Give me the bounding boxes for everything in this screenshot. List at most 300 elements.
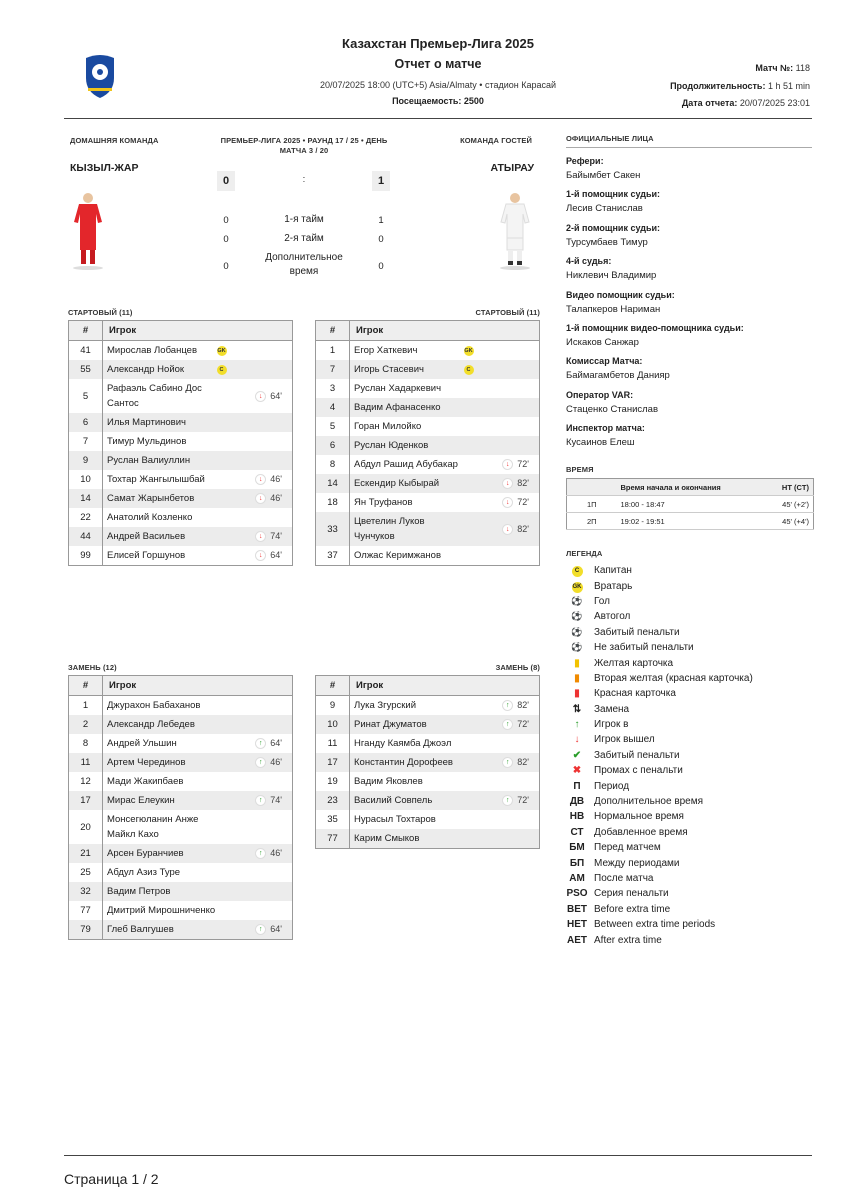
goalkeeper-icon: GK	[566, 580, 588, 593]
official-entry	[566, 223, 814, 256]
player-row	[69, 341, 293, 361]
player-row	[316, 493, 540, 512]
player-row	[69, 489, 293, 508]
period2-away: 0	[378, 234, 384, 245]
extra-time-icon: ДВ	[569, 796, 585, 808]
player-name-cell	[350, 417, 484, 436]
player-name: Мирослав Лобанцев	[107, 345, 197, 356]
legend-item	[566, 625, 814, 640]
official-entry	[566, 256, 814, 289]
player-number: 7	[316, 360, 350, 379]
player-name-cell	[103, 810, 237, 844]
captain-icon: C	[566, 564, 588, 577]
player-number: 7	[69, 432, 103, 451]
player-event	[237, 753, 293, 772]
bet-icon: BET	[567, 903, 587, 915]
player-row	[316, 546, 540, 566]
match-number: Матч №: 118	[755, 63, 810, 73]
time-col-ht: HT (CT)	[765, 479, 814, 496]
player-number: 55	[69, 360, 103, 379]
player-row	[316, 398, 540, 417]
legend-item	[566, 886, 814, 901]
player-number: 5	[316, 417, 350, 436]
player-row	[69, 920, 293, 940]
player-name: Нурасыл Тохтаров	[354, 814, 436, 825]
player-name: Цветелин Луков Чунчуков	[354, 516, 425, 542]
legend-item	[566, 717, 814, 732]
match-duration: Продолжительность: 1 h 51 min	[670, 81, 810, 91]
player-name: Руслан Юденков	[354, 440, 429, 451]
legend-item	[566, 871, 814, 886]
time-table	[566, 478, 814, 530]
player-event	[237, 413, 293, 432]
player-event	[484, 493, 540, 512]
player-row	[69, 470, 293, 489]
added-time-icon: СТ	[570, 826, 584, 838]
player-out-icon: ↓	[574, 734, 580, 746]
extra-home: 0	[223, 261, 229, 272]
yellow-card-icon: ▮	[574, 657, 580, 669]
player-row	[316, 772, 540, 791]
event-minute: 74'	[270, 531, 282, 541]
player-row	[69, 863, 293, 882]
event-minute: 64'	[270, 550, 282, 560]
official-role: Инспектор матча:	[566, 423, 645, 434]
player-row	[69, 734, 293, 753]
legend-item	[566, 794, 814, 809]
player-row	[316, 474, 540, 493]
player-number: 20	[69, 810, 103, 844]
player-event	[484, 829, 540, 849]
legend-title: ЛЕГЕНДА	[566, 549, 603, 558]
officials-list	[566, 156, 814, 457]
player-row	[69, 432, 293, 451]
legend-text: Промах с пенальти	[594, 765, 683, 777]
legend-item	[566, 825, 814, 840]
legend-item	[566, 840, 814, 855]
player-number: 79	[69, 920, 103, 940]
player-name-cell	[350, 436, 484, 455]
player-in-icon: ↑	[255, 848, 266, 859]
legend-item	[566, 686, 814, 701]
player-name-cell	[350, 398, 484, 417]
player-number: 9	[316, 696, 350, 716]
player-name-cell	[103, 844, 237, 863]
player-event	[484, 696, 540, 716]
player-event	[237, 863, 293, 882]
penalty-missed-icon: ⚽	[571, 642, 583, 653]
col-number: #	[69, 321, 103, 341]
player-event	[237, 734, 293, 753]
legend-text: Перед матчем	[594, 842, 661, 854]
legend-text: Серия пенальти	[594, 888, 669, 900]
player-out-icon: ↓	[255, 550, 266, 561]
player-row	[69, 882, 293, 901]
player-name-cell	[350, 493, 484, 512]
player-row	[316, 512, 540, 546]
official-entry	[566, 189, 814, 222]
player-event	[484, 341, 540, 361]
player-number: 6	[316, 436, 350, 455]
goalkeeper-icon: GK	[464, 347, 473, 354]
legend-text: Замена	[594, 703, 630, 715]
player-row	[69, 901, 293, 920]
player-name: Вадим Яковлев	[354, 776, 423, 787]
away-starting-table	[315, 320, 540, 566]
player-row	[69, 696, 293, 716]
player-event	[237, 920, 293, 940]
player-event	[237, 715, 293, 734]
legend-text: Между периодами	[594, 857, 680, 869]
player-in-icon: ↑	[502, 757, 513, 768]
legend-item	[566, 640, 814, 655]
official-entry	[566, 156, 814, 189]
official-role: Рефери:	[566, 156, 604, 166]
legend-item	[566, 917, 814, 932]
before-match-icon: БМ	[569, 842, 585, 854]
home-subs-label: ЗАМЕНЬ (12)	[68, 663, 117, 672]
official-role: 1-й помощник судьи:	[566, 189, 661, 200]
player-in-icon: ↑	[255, 795, 266, 806]
home-subs-table	[68, 675, 293, 940]
player-name-cell	[103, 432, 237, 451]
substitution-icon: ⇅	[572, 703, 582, 715]
player-number: 10	[69, 470, 103, 489]
player-name-cell	[103, 882, 237, 901]
player-row	[69, 527, 293, 546]
player-number: 44	[69, 527, 103, 546]
player-number: 41	[69, 341, 103, 361]
player-name-cell	[350, 791, 484, 810]
player-out-icon: ↓	[255, 391, 266, 402]
official-role: 1-й помощник видео-помощника судьи:	[566, 322, 744, 333]
player-name-cell	[103, 470, 237, 489]
home-kit-icon	[71, 192, 105, 270]
legend-item	[566, 563, 814, 578]
player-number: 21	[69, 844, 103, 863]
player-event	[237, 882, 293, 901]
player-number: 9	[69, 451, 103, 470]
player-name: Андрей Васильев	[107, 531, 186, 542]
player-number: 5	[69, 379, 103, 413]
normal-time-icon: НВ	[569, 811, 585, 823]
player-row	[316, 791, 540, 810]
player-event	[484, 474, 540, 493]
event-minute: 82'	[517, 523, 529, 534]
player-number: 14	[69, 489, 103, 508]
player-name: Вадим Афанасенко	[354, 402, 441, 413]
penalty-scored-icon: ⚽	[571, 626, 583, 637]
player-name: Ян Труфанов	[354, 497, 413, 508]
captain-icon: C	[464, 365, 474, 375]
away-score: 1	[372, 171, 390, 191]
official-role: Видео помощник судьи:	[566, 289, 675, 300]
home-score: 0	[217, 171, 235, 191]
player-number: 23	[316, 791, 350, 810]
player-name-cell	[103, 696, 237, 716]
official-name: Стаценко Станислав	[566, 403, 659, 415]
period2-home: 0	[223, 234, 229, 245]
player-row	[69, 379, 293, 413]
official-entry	[566, 356, 814, 389]
player-event	[484, 546, 540, 566]
col-number: #	[69, 676, 103, 696]
check-icon: ✔	[572, 749, 582, 761]
player-row	[316, 360, 540, 379]
between-periods-icon: БП	[569, 857, 585, 869]
player-event	[484, 398, 540, 417]
player-name-cell	[103, 753, 237, 772]
player-row	[316, 829, 540, 849]
player-out-icon: ↓	[502, 524, 513, 535]
official-name: Кусаинов Елеш	[566, 437, 635, 449]
legend-item	[566, 609, 814, 624]
player-name: Мирас Елеукин	[107, 795, 175, 806]
player-name-cell	[350, 455, 484, 474]
legend-item	[566, 902, 814, 917]
player-event	[484, 715, 540, 734]
event-minute: 74'	[270, 795, 282, 805]
away-team-label: КОМАНДА ГОСТЕЙ	[460, 136, 532, 145]
official-role: Оператор VAR:	[566, 389, 634, 400]
home-team-name: КЫЗЫЛ-ЖАР	[70, 162, 139, 174]
player-name: Мади Жакипбаев	[107, 776, 184, 787]
legend-text: Не забитый пенальти	[594, 642, 694, 654]
official-role: 4-й судья:	[566, 256, 612, 267]
second-yellow-icon: ▮	[574, 672, 580, 684]
away-subs-label: ЗАМЕНЬ (8)	[495, 663, 540, 672]
time-row: 1П 18:00 - 18:47 45' (+2')	[567, 496, 814, 513]
legend-item	[566, 594, 814, 609]
player-event	[484, 791, 540, 810]
player-event	[484, 436, 540, 455]
player-name-cell	[103, 920, 237, 940]
player-name: Руслан Хадаркевич	[354, 383, 442, 394]
event-minute: 64'	[270, 924, 282, 934]
player-name-cell	[103, 734, 237, 753]
col-player: Игрок	[103, 321, 293, 341]
player-in-icon: ↑	[502, 700, 513, 711]
player-name: Ринат Джуматов	[354, 719, 427, 730]
player-name: Тимур Мульдинов	[107, 436, 187, 447]
official-name: Никлевич Владимир	[566, 270, 657, 282]
player-in-icon: ↑	[502, 795, 513, 806]
player-row	[316, 417, 540, 436]
legend-text: Добавленное время	[594, 826, 688, 838]
score-separator: :	[302, 174, 306, 185]
player-in-icon: ↑	[255, 757, 266, 768]
player-name: Арсен Буранчиев	[107, 848, 184, 859]
officials-title: ОФИЦИАЛЬНЫЕ ЛИЦА	[566, 134, 654, 143]
player-number: 1	[316, 341, 350, 361]
aet-icon: AET	[567, 934, 587, 946]
player-event	[237, 508, 293, 527]
player-out-icon: ↓	[502, 459, 513, 470]
player-out-icon: ↓	[255, 474, 266, 485]
event-minute: 64'	[270, 390, 282, 401]
player-event	[484, 753, 540, 772]
player-event	[484, 455, 540, 474]
player-event	[237, 810, 293, 844]
player-name: Елисей Горшунов	[107, 550, 186, 561]
legend-item	[566, 763, 814, 778]
player-name: Ескендир Кыбырай	[354, 478, 440, 489]
attendance: Посещаемость: 2500	[392, 96, 484, 106]
period1-home: 0	[223, 215, 229, 226]
legend-item	[566, 809, 814, 824]
player-row	[69, 791, 293, 810]
player-name-cell	[103, 527, 237, 546]
time-title: ВРЕМЯ	[566, 465, 594, 474]
player-name: Андрей Ульшин	[107, 738, 177, 749]
player-name-cell	[103, 508, 237, 527]
player-name: Василий Совпель	[354, 795, 433, 806]
event-minute: 72'	[517, 719, 529, 729]
footer-divider	[64, 1155, 812, 1156]
player-event	[237, 432, 293, 451]
player-name: Артем Черединов	[107, 757, 186, 768]
col-player: Игрок	[350, 321, 540, 341]
extra-away: 0	[378, 261, 384, 272]
player-row	[69, 715, 293, 734]
period2-label: 2-я тайм	[284, 233, 324, 244]
player-name-cell	[350, 341, 484, 361]
player-name-cell	[350, 715, 484, 734]
player-row	[316, 341, 540, 361]
legend-item	[566, 732, 814, 747]
legend-text: Игрок вышел	[594, 734, 655, 746]
player-name: Самат Жарынбетов	[107, 493, 195, 504]
own-goal-icon: ⚽	[571, 611, 583, 622]
legend-text: Автогол	[594, 611, 631, 623]
player-number: 99	[69, 546, 103, 566]
legend-text: Дополнительное время	[594, 796, 704, 808]
player-event	[237, 360, 293, 379]
player-event	[237, 470, 293, 489]
player-row	[69, 546, 293, 566]
player-name: Вадим Петров	[107, 886, 171, 897]
player-row	[69, 844, 293, 863]
player-name-cell	[103, 489, 237, 508]
home-start-label: СТАРТОВЫЙ (11)	[68, 308, 133, 317]
player-number: 6	[69, 413, 103, 432]
player-name-cell	[350, 829, 484, 849]
away-team-name: АТЫРАУ	[490, 162, 534, 174]
player-name: Нганду Каямба Джоэл	[354, 738, 452, 749]
legend-text: Вратарь	[594, 580, 633, 592]
player-number: 14	[316, 474, 350, 493]
player-number: 35	[316, 810, 350, 829]
event-minute: 72'	[517, 497, 529, 507]
legend-item	[566, 748, 814, 763]
player-name-cell	[103, 413, 237, 432]
legend-text: Забитый пенальти	[594, 626, 680, 638]
event-minute: 46'	[270, 474, 282, 484]
captain-icon: C	[217, 365, 227, 375]
player-event	[237, 341, 293, 361]
period-icon: П	[573, 780, 581, 792]
player-name: Егор Хаткевич	[354, 345, 418, 356]
player-name-cell	[350, 734, 484, 753]
match-dateline: 20/07/2025 18:00 (UTC+5) Asia/Almaty • стадион Карасай	[319, 80, 557, 90]
player-name: Абдул Рашид Абубакар	[354, 459, 458, 470]
player-name-cell	[350, 753, 484, 772]
player-event	[237, 772, 293, 791]
col-player: Игрок	[350, 676, 540, 696]
legend-item	[566, 671, 814, 686]
event-minute: 82'	[517, 478, 529, 488]
legend-text: Вторая желтая (красная карточка)	[594, 672, 753, 684]
goal-icon: ⚽	[571, 595, 583, 606]
player-name: Анатолий Козленко	[107, 512, 193, 523]
legend-text: После матча	[594, 873, 654, 884]
player-in-icon: ↑	[255, 924, 266, 935]
player-number: 11	[69, 753, 103, 772]
official-role: 2-й помощник судьи:	[566, 222, 661, 233]
player-row	[69, 413, 293, 432]
player-number: 19	[316, 772, 350, 791]
legend-text: Before extra time	[594, 903, 671, 915]
player-row	[316, 379, 540, 398]
player-row	[69, 451, 293, 470]
player-event	[237, 451, 293, 470]
legend-text: Забитый пенальти	[594, 749, 680, 761]
player-event	[484, 810, 540, 829]
player-name: Карим Смыков	[354, 833, 420, 844]
legend-item	[566, 932, 814, 947]
player-name-cell	[103, 451, 237, 470]
player-event	[237, 901, 293, 920]
player-name: Дмитрий Мирошниченко	[107, 905, 216, 916]
player-number: 37	[316, 546, 350, 566]
after-match-icon: АМ	[569, 873, 585, 884]
player-name-cell	[103, 863, 237, 882]
home-starting-table	[68, 320, 293, 566]
player-in-icon: ↑	[255, 738, 266, 749]
away-kit-icon	[498, 192, 532, 270]
player-name-cell	[350, 474, 484, 493]
round-info: ПРЕМЬЕР-ЛИГА 2025 • РАУНД 17 / 25 • ДЕНЬ МАТЧА 3 / 20	[220, 136, 388, 155]
player-number: 32	[69, 882, 103, 901]
player-row	[316, 436, 540, 455]
official-role: Комиссар Матча:	[566, 356, 643, 367]
player-event	[237, 489, 293, 508]
player-event	[484, 512, 540, 546]
player-name-cell	[350, 360, 484, 379]
player-name-cell	[103, 772, 237, 791]
player-name-cell	[103, 341, 237, 361]
player-row	[316, 455, 540, 474]
player-event	[237, 527, 293, 546]
player-row	[316, 696, 540, 716]
player-number: 12	[69, 772, 103, 791]
player-name: Абдул Азиз Туре	[107, 867, 181, 878]
player-event	[237, 546, 293, 566]
player-name: Руслан Валиуллин	[107, 455, 191, 466]
player-number: 77	[69, 901, 103, 920]
player-event	[484, 417, 540, 436]
red-card-icon: ▮	[574, 688, 580, 700]
player-number: 4	[316, 398, 350, 417]
time-row: 2П 19:02 - 19:51 45' (+4')	[567, 513, 814, 530]
player-row	[69, 360, 293, 379]
official-entry	[566, 323, 814, 356]
col-number: #	[316, 321, 350, 341]
legend-text: Желтая карточка	[594, 657, 674, 669]
period1-away: 1	[378, 215, 384, 226]
official-entry	[566, 423, 814, 456]
officials-divider	[566, 147, 812, 148]
